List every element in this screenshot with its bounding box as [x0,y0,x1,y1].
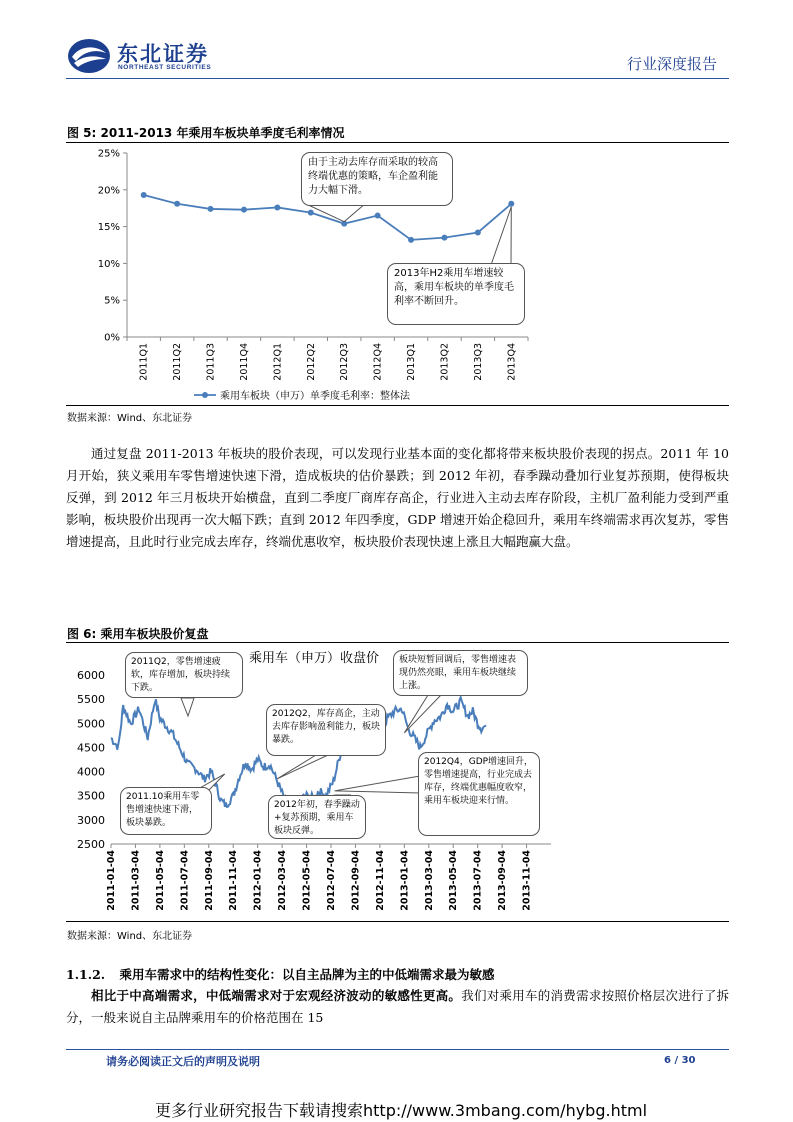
y-tick-label: 4000 [77,765,105,779]
x-tick-label: 2011Q4 [238,343,250,381]
gross-margin-point [375,213,381,219]
x-tick-label: 2011-01-04 [106,850,117,911]
x-tick-label: 2012Q4 [372,343,384,381]
footer-disclaimer: 请务必阅读正文后的声明及说明 [106,1055,260,1068]
callout-pointer-2012q4 [335,776,420,793]
x-tick-label: 2012Q1 [272,343,284,381]
x-tick-label: 2011Q2 [172,343,184,381]
gross-margin-point [274,204,280,210]
header-divider [66,78,729,79]
callout-pointer-bottom [491,207,511,265]
company-name-cn: 东北证券 [117,42,209,66]
gross-margin-point [508,201,514,207]
y-tick-label: 20% [97,185,120,197]
gross-margin-point [408,237,414,243]
x-tick-label: 2011-03-04 [130,850,142,911]
x-tick-label: 2013-11-04 [521,850,533,911]
x-tick-label: 2013-01-04 [399,850,411,911]
y-tick-label: 3000 [77,813,105,827]
y-tick-label: 2500 [77,838,105,851]
figure6-title: 图 6: 乘用车板块股价复盘 [67,627,209,641]
footer-divider [66,1049,729,1050]
x-tick-label: 2013Q2 [439,343,451,381]
y-tick-label: 5000 [77,717,105,731]
gross-margin-point [208,206,214,212]
x-tick-label: 2011Q1 [138,343,150,381]
figure6-source: 数据来源：Wind、东北证券 [67,931,193,942]
y-tick-label: 15% [97,222,120,234]
figure6-callout-2012q2: 2012Q2，库存高企，主动去库存影响盈利能力，板块暴跌。 [266,704,386,756]
gross-margin-point [241,207,247,213]
download-ad-text: 更多行业研究报告下载请搜索http://www.3mbang.com/hybg.html [155,1101,648,1120]
x-tick-label: 2012-03-04 [277,850,289,911]
figure5-callout-top: 由于主动去库存而采取的较高终端优惠的策略，车企盈利能力大幅下滑。 [301,152,453,206]
section-heading [66,965,729,983]
section-number: 1.1.2. [66,967,106,982]
page-number: 6 / 30 [664,1055,696,1066]
x-tick-label: 2011-07-04 [179,850,191,911]
figure5-bottom-rule [66,405,729,406]
gross-margin-point [141,192,147,198]
gross-margin-point [308,210,314,216]
y-tick-label: 25% [97,148,120,160]
x-tick-label: 2013-07-04 [472,850,484,911]
y-tick-label: 0% [104,332,120,344]
legend-marker [202,392,208,398]
x-tick-label: 2012-07-04 [326,850,337,911]
figure6-bottom-rule [66,921,729,922]
x-tick-label: 2012-05-04 [301,850,313,911]
legend-label: 乘用车板块（申万）单季度毛利率：整体法 [220,391,410,402]
y-tick-label: 5500 [77,693,105,707]
x-tick-label: 2012Q3 [339,343,351,381]
figure6-callout-rebound: 板块短暂回调后，零售增速表现仍然亮眼，乘用车板块继续上涨。 [393,650,528,696]
callout-pointer-rebound [404,695,441,733]
figure6-callout-2012-early: 2012年初，春季躁动+复苏预期，乘用车板块反弹。 [268,795,366,839]
y-tick-label: 3500 [77,789,105,803]
x-tick-label: 2012-01-04 [252,850,264,911]
figure5-source: 数据来源：Wind、东北证券 [67,413,193,424]
section-title: 乘用车需求中的结构性变化：以自主品牌为主的中低端需求最为敏感 [119,967,495,982]
x-tick-label: 2011-11-04 [228,850,240,911]
x-tick-label: 2013Q1 [406,343,418,381]
x-tick-label: 2011Q3 [205,343,217,381]
callout-pointer-2011q2 [181,698,194,716]
x-tick-label: 2013Q4 [506,343,518,381]
y-tick-label: 10% [97,258,120,270]
paragraph-stock-review: 通过复盘 2011-2013 年板块的股价表现，可以发现行业基本面的变化都将带来板块股价表现的拐点。2011 年 10 月开始，狭义乘用车零售增速快速下滑，造成板块的估价暴跌；到 2012 年初，春季躁动叠加行业复苏预期，使得板块反弹，到 2012 年三月板块开始横盘，直到二季度厂商库存高企，行业进入主动去库存阶段，主机厂盈利能力受到严重影响，板块股价出现再一次大幅下跌；直到 2012 年四季度，GDP 增速开始企稳回升，乘用车终端需求再次复苏，零售增速提高，且此时行业完成去库存，终端优惠收窄，板块股价表现快速上涨且大幅跑赢大盘。 [66,446,729,549]
x-tick-label: 2012-09-04 [350,850,362,911]
y-tick-label: 6000 [77,669,105,682]
paragraph-demand-bold: 相比于中高端需求，中低端需求对于宏观经济波动的敏感性更高。 [91,988,462,1003]
header [0,0,793,90]
callout-pointer-2012q2 [277,755,328,779]
x-tick-label: 2013Q3 [472,343,484,381]
y-tick-label: 4500 [77,741,105,755]
report-type: 行业深度报告 [627,55,718,73]
x-tick-label: 2012-11-04 [374,850,386,911]
paragraph-demand [66,985,729,1029]
company-name-en: NORTHEAST SECURITIES [118,64,212,71]
gross-margin-point [475,229,481,235]
figure6-series-title: 乘用车（申万）收盘价 [249,651,380,666]
gross-margin-point [174,201,180,207]
figure6-callout-2012q4: 2012Q4，GDP增速回升，零售增速提高，行业完成去库存，终端优惠幅度收窄，乘用车板块迎来行情。 [418,752,540,836]
x-tick-label: 2011-09-04 [203,850,215,911]
y-tick-label: 5% [104,295,120,307]
figure5-title: 图 5: 2011-2013 年乘用车板块单季度毛利率情况 [67,126,345,140]
paragraph-demand-rest: 我们对乘用车的消费需求按照价格层次进行了拆分，一般来说自主品牌乘用车的价格范围在 15 [66,988,729,1025]
x-tick-label: 2011-05-04 [154,850,166,911]
figure5-callout-bottom: 2013年H2乘用车增速较高，乘用车板块的单季度毛利率不断回升。 [387,263,525,325]
company-logo-icon [66,37,112,75]
x-tick-label: 2013-05-04 [448,850,460,911]
figure6-callout-2011-10: 2011.10乘用车零售增速快速下滑，板块暴跌。 [120,787,212,835]
figure6-callout-2011q2: 2011Q2，零售增速疲软，库存增加，板块持续下跌。 [125,652,243,698]
gross-margin-point [441,235,447,241]
x-tick-label: 2013-03-04 [423,850,435,911]
x-tick-label: 2012Q2 [305,343,317,381]
x-tick-label: 2013-09-04 [497,850,509,911]
